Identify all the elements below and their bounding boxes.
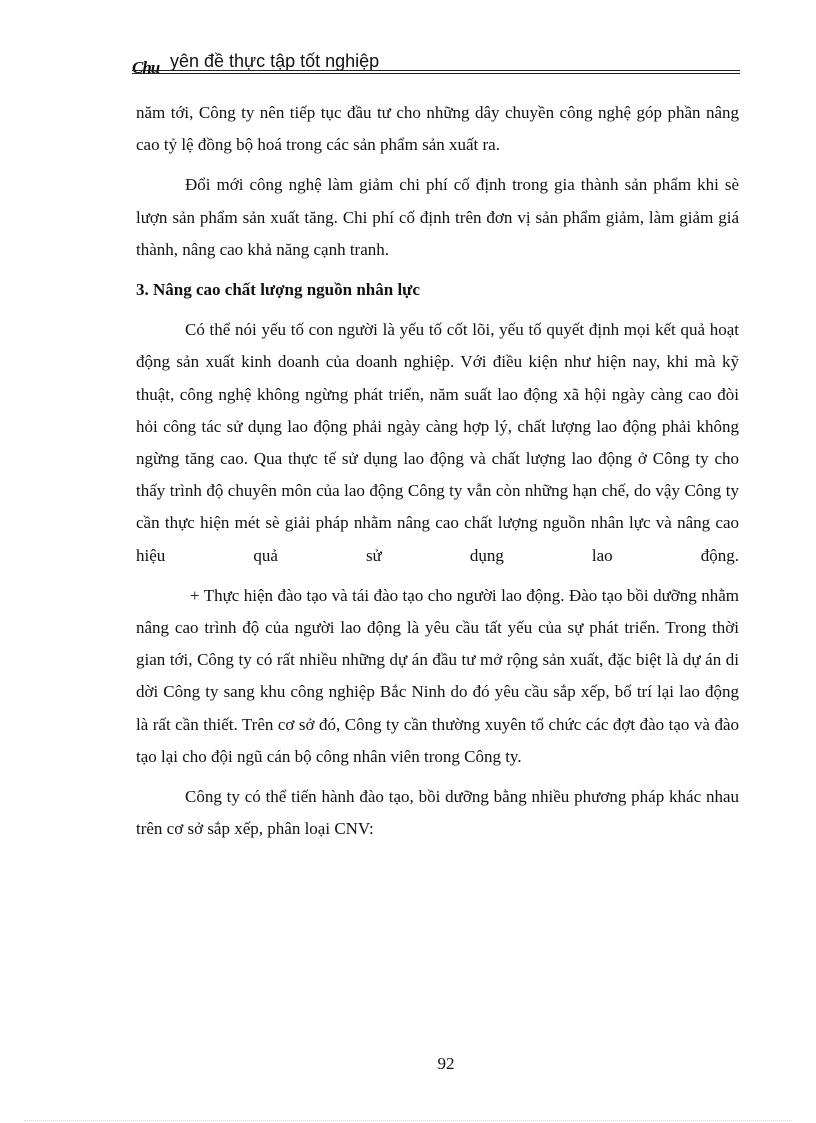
header-logo: Chu bbox=[132, 58, 160, 77]
footer-divider bbox=[24, 1120, 792, 1121]
header-rule bbox=[132, 70, 740, 71]
page-body bbox=[136, 97, 739, 845]
paragraph-methods: Công ty có thể tiến hành đào tạo, bồi dưỡng bằng nhiều phương pháp khác nhau trên cơ sở sắp xếp, phân loại CNV: bbox=[136, 787, 739, 839]
paragraph-human-factor: Có thể nói yếu tố con người là yếu tố cốt lõi, yếu tố quyết định mọi kết quả hoạt động sản xuất kinh doanh của doanh nghiệp. Với điều kiện như hiện nay, khi mà kỹ thuật, công nghệ không ngừng phát triển, năm suất lao động xã hội ngày càng cao đòi hỏi công tác sử dụng lao động phải ngày càng hợp lý, chất lượng lao động phải không ngừng tăng cao. Qua thực tế sử dụng lao động và chất lượng lao động ở Công ty cho thấy trình độ chuyên môn của lao động Công ty vẫn còn những hạn chế, do vậy Công ty cần thực hiện mét sè giải pháp nhằm nâng cao chất lượng nguồn nhân lực và nâng cao hiệu quả sử dụng lao động. bbox=[136, 320, 739, 565]
page-number: 92 bbox=[437, 1054, 455, 1073]
header-title: yên đề thực tập tốt nghiệp bbox=[170, 51, 380, 71]
section-heading: 3. Nâng cao chất lượng nguồn nhân lực bbox=[136, 280, 420, 300]
paragraph-technology: Đổi mới công nghệ làm giảm chi phí cố định trong gia thành sản phẩm khi sè lượn sản phẩm sản xuất tăng. Chi phí cố định trên đơn vị sản phẩm giảm, làm giảm giá thành, nâng cao khả năng cạnh tranh. bbox=[136, 175, 739, 259]
paragraph-continuation: năm tới, Công ty nên tiếp tục đầu tư cho những dây chuyền công nghệ góp phần nâng cao tỷ lệ đồng bộ hoá trong các sản phẩm sản xuất ra. bbox=[136, 103, 739, 155]
paragraph-training: + Thực hiện đào tạo và tái đào tạo cho người lao động. Đào tạo bồi dưỡng nhằm nâng cao trình độ của người lao động là yêu cầu tất yếu của sự phát triển. Trong thời gian tới, Công ty có rất nhiều những dự án đầu tư mở rộng sản xuất, đặc biệt là dự án di dời Công ty sang khu công nghiệp Bắc Ninh do đó yêu cầu sắp xếp, bố trí lại lao động là rất cần thiết. Trên cơ sở đó, Công ty cần thường xuyên tổ chức các đợt đào tạo và đào tạo lại cho đội ngũ cán bộ công nhân viên trong Công ty. bbox=[136, 585, 739, 766]
header-rule-secondary bbox=[132, 73, 740, 74]
page-header bbox=[132, 48, 742, 76]
